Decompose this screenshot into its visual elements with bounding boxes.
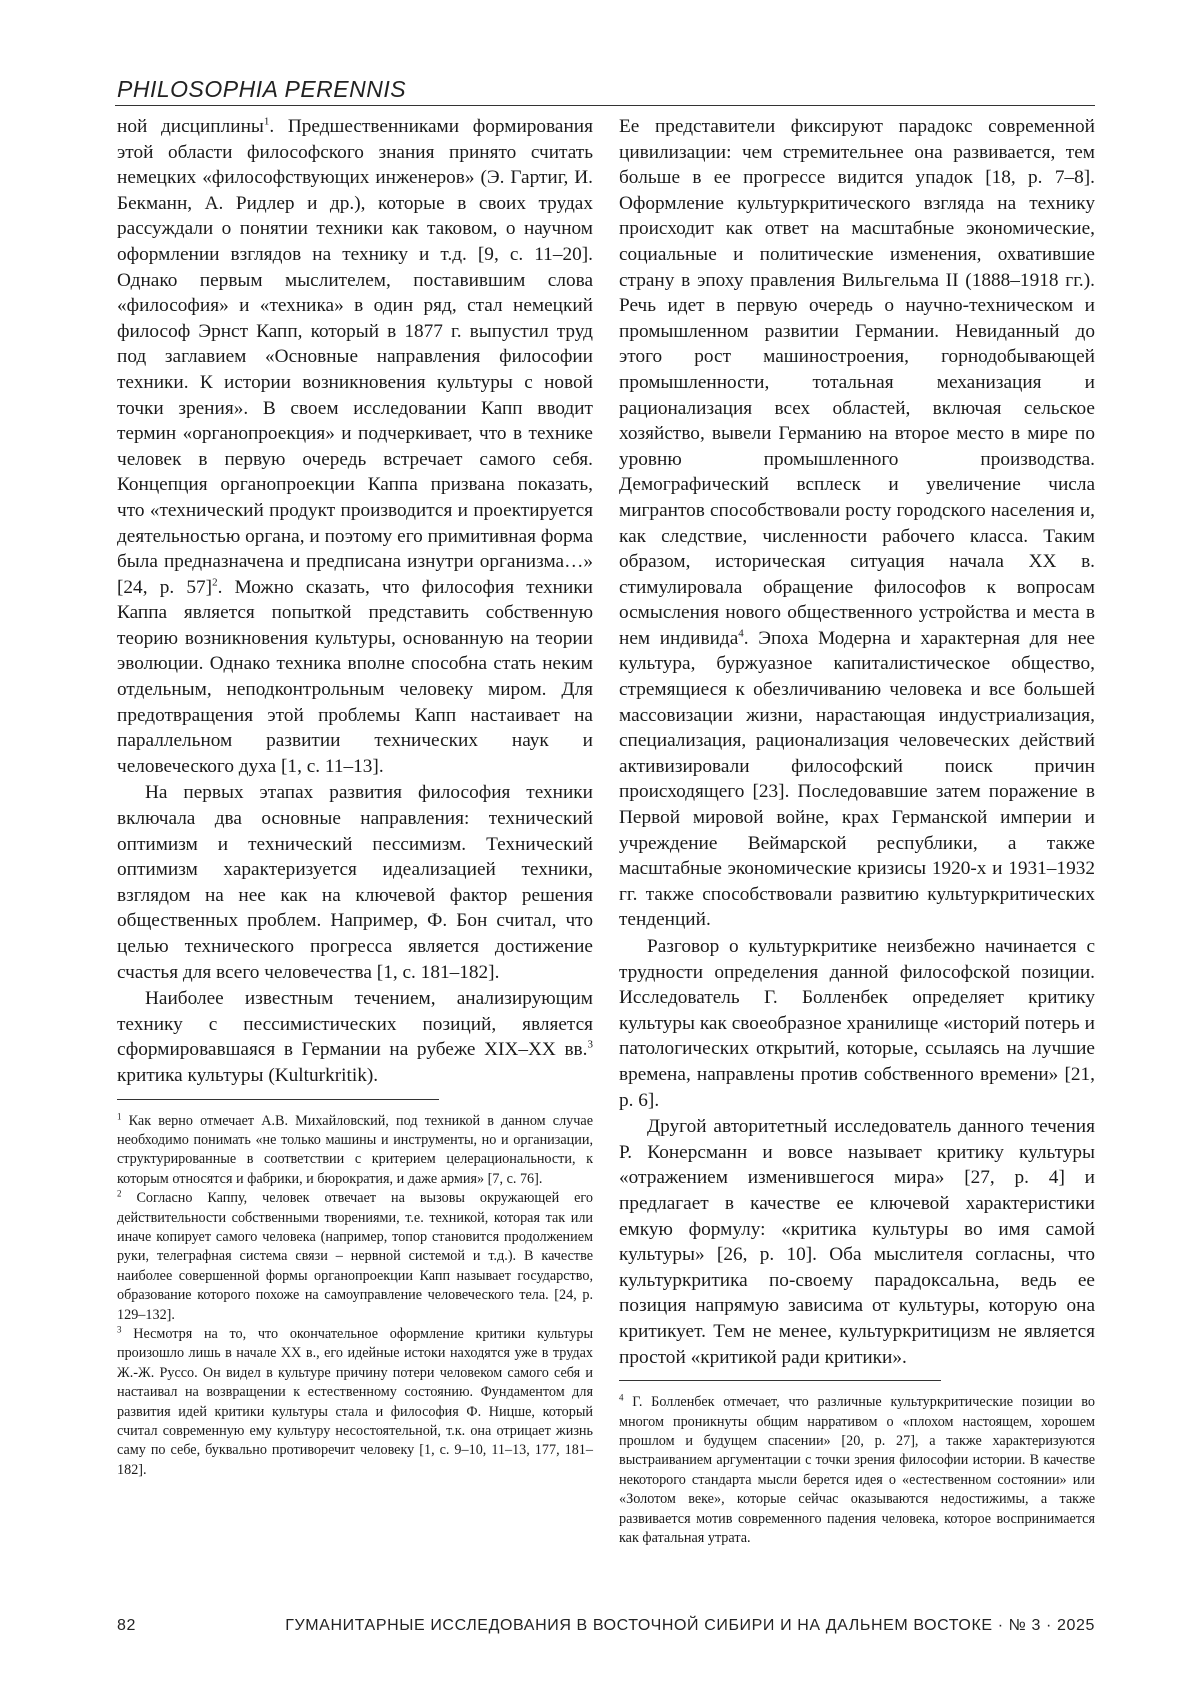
footnote-4 — [619, 1393, 1095, 1548]
footnote-2 — [117, 1189, 593, 1325]
right-footnotes — [619, 1393, 1095, 1548]
right-paragraph-2: Разговор о культуркритике неизбежно начинается с трудности определения данной философской позиции. Исследователь Г. Болленбек определяет критику культуры как своеобразное хранилище «историй потерь и патологических открытий, которые, ссылаясь на лучшие времена, направлены против собственного времени» [21, p. 6]. — [619, 936, 1095, 1111]
left-paragraph-2: На первых этапах развития философия техники включала два основные направления: технический оптимизм и технический пессимизм. Технический оптимизм характеризуется идеализацией техники, взглядом на нее как на ключевой фактор решения общественных проблем. Например, Ф. Бон считал, что целью технического прогресса является достижение счастья для всего человечества [1, с. 181–182]. — [117, 782, 593, 983]
text-run: . Эпоха Модерна и характерная для нее культура, буржуазное капиталистическое общество, стремящиеся к обезличиванию человека и все большей массовизации жизни, нарастающая индустриализация, специализация, рационализация человеческих действий активизировали философский поиск причин происходящего [23]. Последовавшие затем поражение в Первой мировой войне, крах Германской империи и учреждение Веймарской республики, а также масштабные экономические кризисы 1920-х и 1931–1932 гг. также способствовали развитию культуркритических тенденций. — [619, 627, 1095, 931]
header-rule — [115, 105, 1095, 106]
page-number: 82 — [117, 1617, 136, 1634]
footnote-number: 4 — [619, 1392, 624, 1403]
footnote-text: Г. Болленбек отмечает, что различные культуркритические позиции во многом проникнуты общим нарративом о «плохом настоящем, хорошем прошлом и будущем спасении» [20, p. 27], а также характеризуются выстраиванием аргументации с точки зрения философии истории. В качестве некоторого стандарта мысли берется идея о «естественном состоянии» или «Золотом веке», которые сейчас оказываются недостижимы, а также развивается мотив современного падения человека, которое воспринимается как фатальная утрата. — [619, 1394, 1095, 1546]
text-run: критика культуры (Kulturkritik). — [117, 1064, 379, 1086]
footnote-ref-1: 1 — [263, 115, 270, 128]
footnote-number: 1 — [117, 1110, 122, 1121]
text-run: . Предшественниками формирования этой области философского знания принято считать немецких «философствующих инженеров» (Э. Гартиг, И. Бекманн, А. Ридлер и др.), которые в своих трудах рассуждали о понятии техники как таковом, о научном оформлении взглядов на технику и т.д. [9, с. 11–20]. Однако первым мыслителем, поставившим слова «философия» и «техника» в один ряд, стал немецкий философ Эрнст Капп, который в 1877 г. выпустил труд под заглавием «Основные направления философии техники. К истории возникновения культуры с новой точки зрения». В своем исследовании Капп вводит термин «органопроекция» и подчеркивает, что в технике человек в первую очередь встречает самого себя. Концепция органопроекции Каппа призвана показать, что «технический продукт производится и проектируется деятельностью органа, и поэтому его примитивная форма была предназначена и предписана изнутри организма…» [24, p. 57] — [117, 116, 593, 598]
footnote-text: Несмотря на то, что окончательное оформление критики культуры произошло лишь в начале XX в., его идейные истоки находятся уже в трудах Ж.-Ж. Руссо. Он видел в культуре причину потери человеком самого себя и настаивал на возвращении к естественному состоянию. Фундаментом для развития идей критики культуры стала и философия Ф. Ницше, который считал современную ему культуру несостоятельной, т.к. она отрицает жизнь саму по себе, буквально противоречит человеку [1, с. 9–10, 11–13, 177, 181–182]. — [117, 1326, 593, 1478]
text-run: Наиболее известным течением, анализирующим технику с пессимистических позиций, является сформировавшаяся в Германии на рубеже XIX–XX вв. — [117, 988, 593, 1061]
left-column — [117, 114, 593, 1480]
text-run: Ее представители фиксируют парадокс современной цивилизации: чем стремительнее она развивается, тем больше в ее прогрессе видится упадок [18, p. 7–8]. Оформление культуркритического взгляда на технику происходит как ответ на масштабные экономические, социальные и политические изменения, охватившие страну в эпоху правления Вильгельма II (1888–1918 гг.). Речь идет в первую очередь о научно-техническом и промышленном развитии Германии. Невиданный до этого рост машиностроения, горнодобывающей промышленности, тотальная механизация и рационализация всех областей, включая сельское хозяйство, вывели Германию на второе место в мире по уровню промышленного производства. Демографический всплеск и увеличение числа мигрантов способствовали росту городского населения и, как следствие, численности рабочего класса. Таким образом, историческая ситуация начала XX в. стимулировала обращение философов к вопросам осмысления нового общественного устройства и места в нем индивида — [619, 116, 1095, 649]
journal-title: ГУМАНИТАРНЫЕ ИССЛЕДОВАНИЯ В ВОСТОЧНОЙ СИБИРИ И НА ДАЛЬНЕМ ВОСТОКЕ · № 3 · 2025 — [285, 1617, 1095, 1634]
footnote-ref-4: 4 — [738, 627, 744, 640]
left-paragraph-1 — [117, 114, 593, 779]
right-column — [619, 114, 1095, 1548]
right-paragraph-3: Другой авторитетный исследователь данного течения Р. Конерсманн и вовсе называет критику культуры «отражением изменившегося мира» [27, p. 4] и предлагает в качестве ее ключевой характеристики емкую формулу: «критика культуры во имя самой культуры» [26, p. 10]. Оба мыслителя согласны, что культуркритика по-своему парадоксальна, ведь ее позиция напрямую зависима от культуры, которую она критикует. Тем не менее, культуркритицизм не является простой «критикой ради критики». — [619, 1116, 1095, 1368]
section-title: PHILOSOPHIA PERENNIS — [117, 76, 407, 102]
left-footnotes — [117, 1112, 593, 1481]
left-paragraph-3 — [117, 986, 593, 1088]
footnote-number: 3 — [117, 1324, 122, 1335]
right-body-text — [619, 114, 1095, 1370]
footnote-3 — [117, 1325, 593, 1480]
footnote-number: 2 — [117, 1188, 122, 1199]
footnote-1 — [117, 1112, 593, 1190]
footnote-ref-3: 3 — [587, 1038, 593, 1051]
footnote-separator — [619, 1380, 941, 1381]
footnote-text: Согласно Каппу, человек отвечает на вызовы окружающей его действительности собственными творениями, т.е. техникой, которая так или иначе копирует самого человека (например, топор становится продолжением руки, телеграфная система связи – нервной системой и т.д.). В качестве наиболее совершенной формы органопроекции Капп называет государство, образование которого похоже на самоуправление человеческого тела. [24, p. 129–132]. — [117, 1190, 593, 1323]
footnote-text: Как верно отмечает А.В. Михайловский, под техникой в данном случае необходимо понимать «не только машины и инструменты, но и организации, структурированные в соответствии с критерием целерациональности, к которым относятся и фабрики, и бюрократия, и даже армия» [7, с. 76]. — [117, 1112, 593, 1187]
left-body-text — [117, 114, 593, 1089]
text-run: . Можно сказать, что философия техники Каппа является попыткой представить собственную теорию возникновения культуры, основанную на теории эволюции. Однако техника вполне способна стать неким отдельным, неподконтрольным человеку миром. Для предотвращения этой проблемы Капп настаивает на параллельном развитии технических наук и человеческого духа [1, с. 11–13]. — [117, 576, 594, 777]
footnote-ref-2: 2 — [212, 576, 218, 589]
text-run: ной дисциплины — [117, 116, 264, 137]
right-paragraph-1 — [619, 114, 1095, 933]
footnote-separator — [117, 1099, 439, 1100]
